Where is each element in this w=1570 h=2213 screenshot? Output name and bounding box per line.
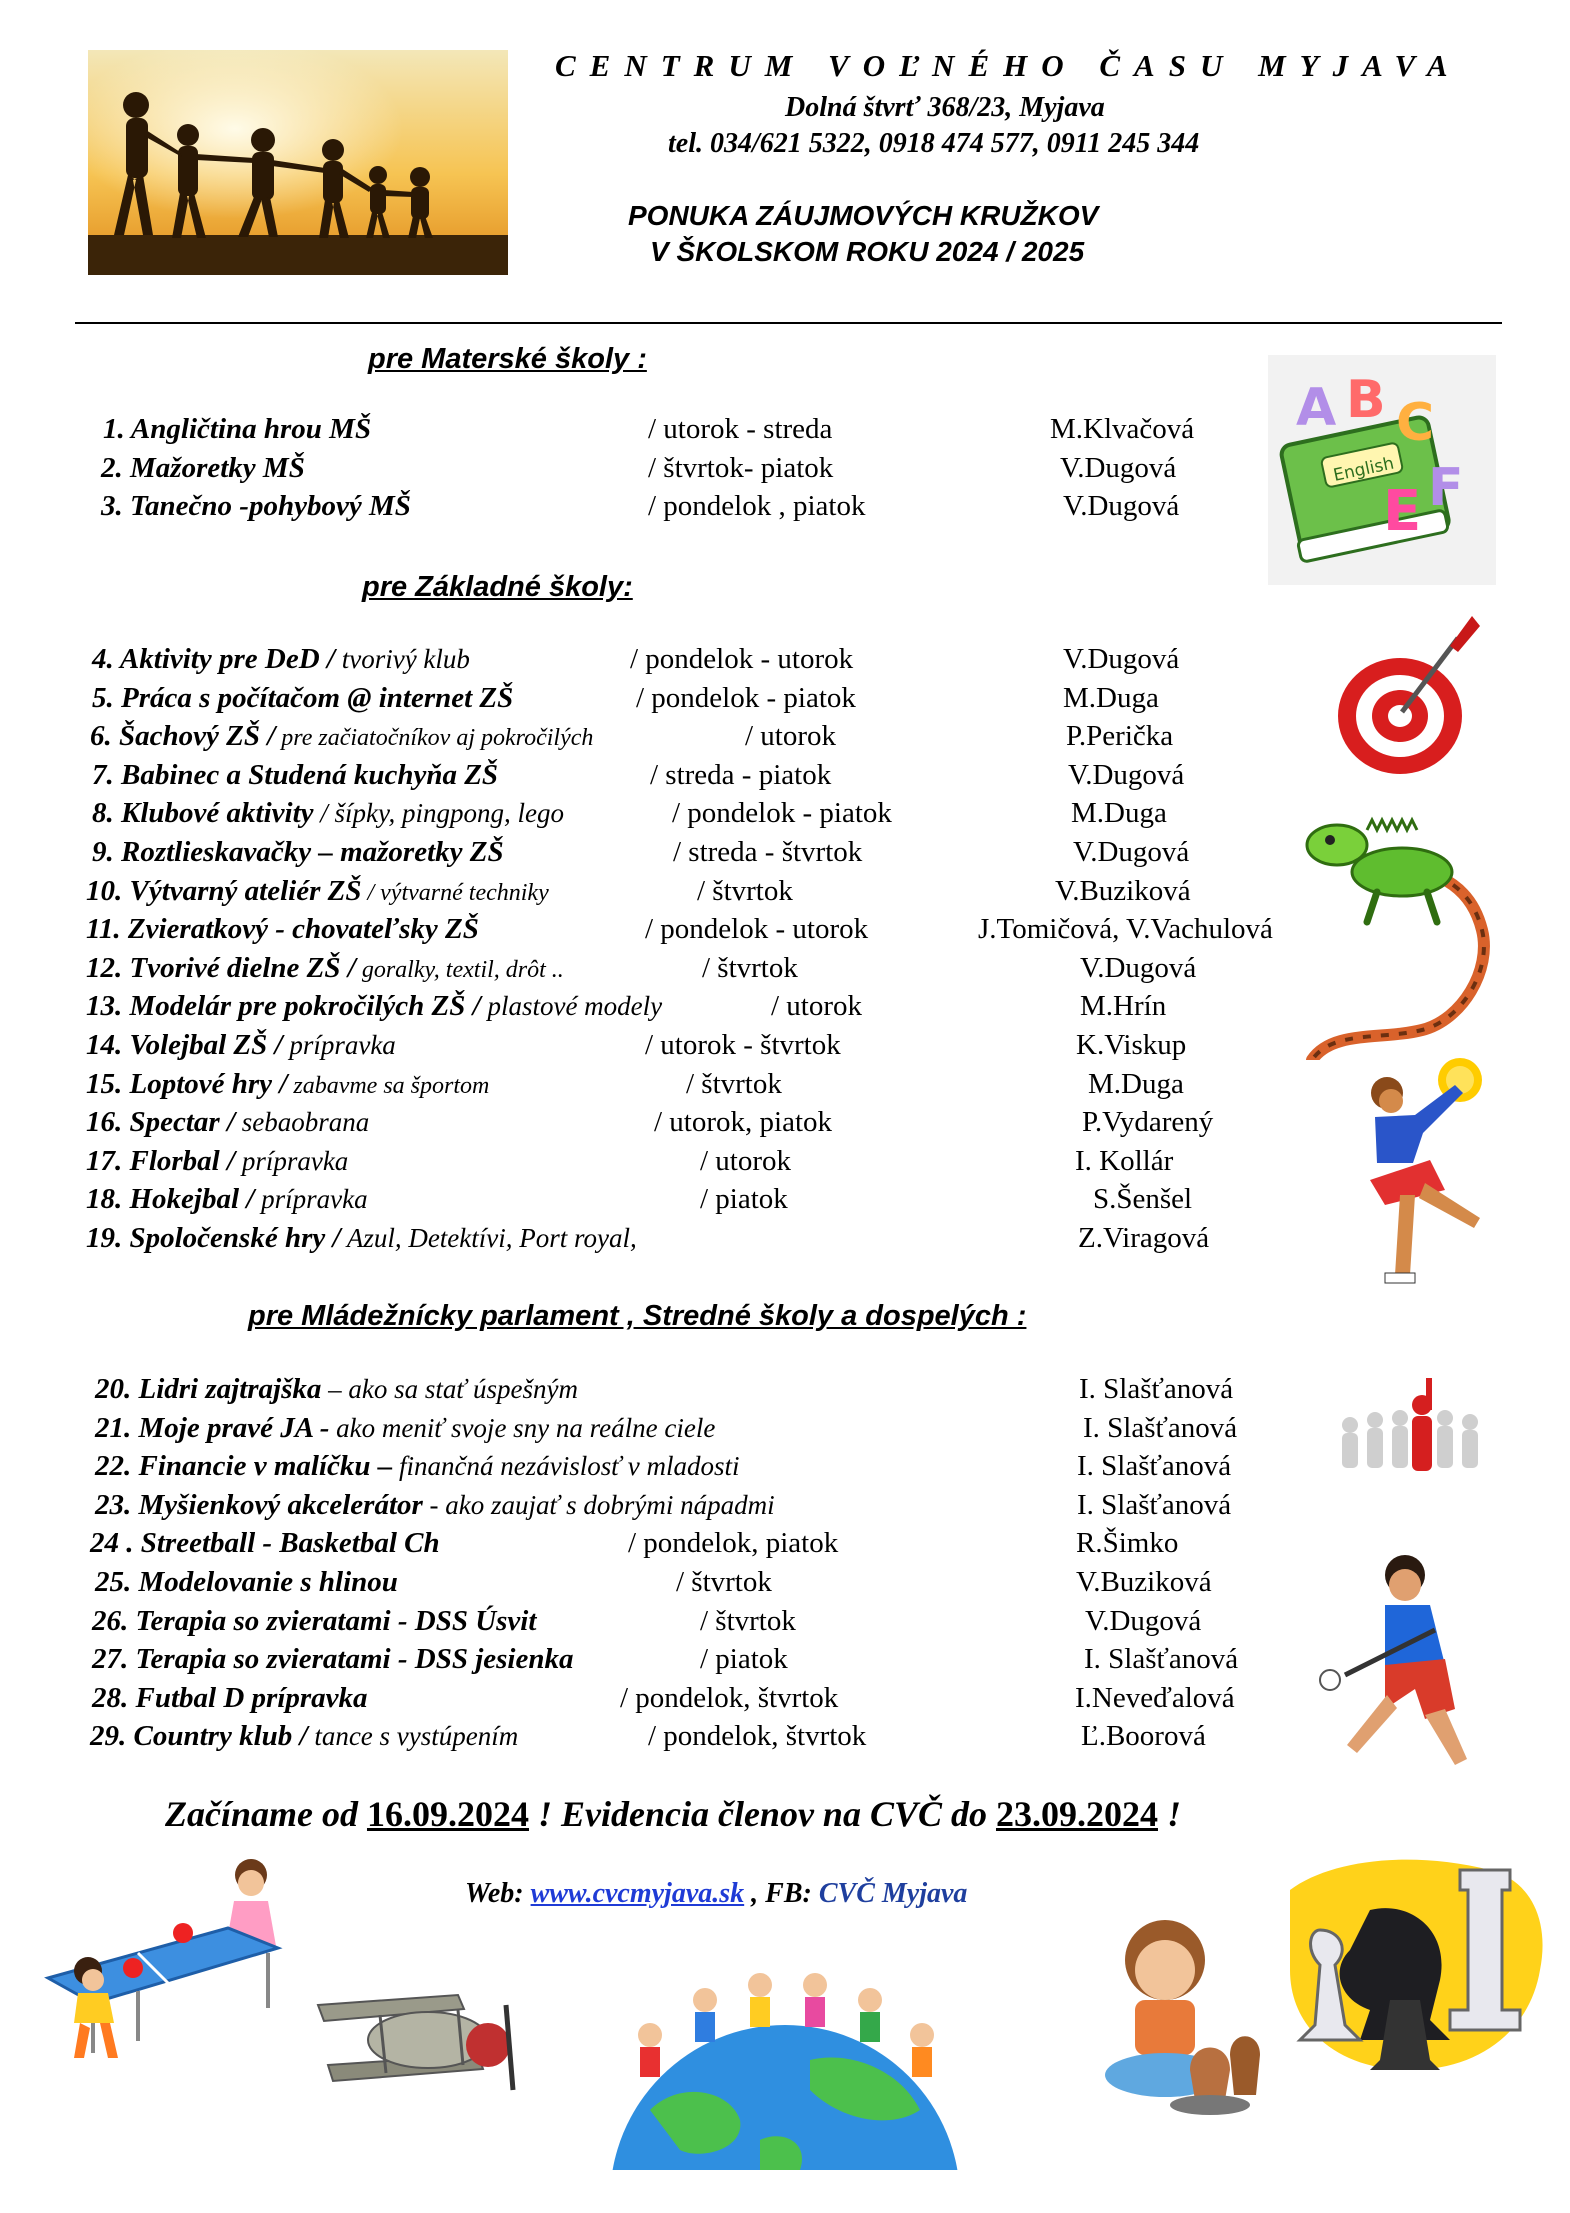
club-title: 25. Modelovanie s hlinou <box>95 1566 398 1598</box>
book-label-english: English <box>1331 453 1396 486</box>
club-name <box>95 1566 398 1599</box>
club-row <box>92 1682 1330 1720</box>
registration-deadline: 23.09.2024 <box>995 1794 1158 1834</box>
club-leader: J.Tomičová, V.Vachulová <box>978 913 1273 946</box>
club-days: / pondelok, piatok <box>628 1527 839 1560</box>
start-date: 16.09.2024 <box>366 1794 529 1834</box>
club-title: 27. Terapia so zvieratami - DSS jesienka <box>92 1643 574 1676</box>
club-title: 1. Angličtina hrou MŠ <box>103 413 372 445</box>
club-leader: I. Kollár <box>1075 1144 1174 1177</box>
airplane-model-icon <box>308 1965 538 2115</box>
club-leader: V.Dugová <box>1073 836 1190 868</box>
club-leader: M.Duga <box>1063 681 1159 714</box>
club-row <box>86 1068 1330 1106</box>
club-days: / streda - piatok <box>650 758 832 791</box>
club-leader: M.Hrín <box>1080 990 1167 1023</box>
club-days: / utorok <box>771 990 863 1023</box>
club-name <box>103 413 371 446</box>
club-name <box>101 490 411 523</box>
book-letter-a: A <box>1296 378 1337 438</box>
club-name <box>86 875 549 908</box>
club-title: 29. Country klub / <box>90 1720 308 1753</box>
club-title: 15. Loptové hry / <box>86 1067 288 1100</box>
club-days: / štvrtok- piatok <box>648 451 834 484</box>
leader-crowd-icon <box>1330 1370 1495 1480</box>
club-title: 21. Moje pravé JA - <box>95 1411 330 1444</box>
club-title: 4. Aktivity pre DeD / <box>92 643 335 675</box>
section-youth-adults: pre Mládežnícky parlament , Stredné školy a dospelých : <box>248 1300 1027 1332</box>
club-days: / štvrtok <box>676 1566 772 1598</box>
club-name <box>90 1720 518 1753</box>
offer-title: PONUKA ZÁUJMOVÝCH KRUŽKOV <box>628 200 1099 231</box>
club-leader: K.Viskup <box>1076 1029 1187 1061</box>
book-letter-b: B <box>1346 370 1386 430</box>
section-kindergartens: pre Materské školy : <box>368 343 647 375</box>
club-note: goralky, textil, drôt .. <box>355 956 564 983</box>
book-letter-e: E <box>1383 479 1422 544</box>
club-days: / pondelok - utorok <box>645 913 869 946</box>
club-leader: I. Slašťanová <box>1079 1373 1234 1405</box>
club-row <box>103 413 1330 451</box>
club-note: Azul, Detektívi, Port royal, <box>340 1223 637 1253</box>
club-row <box>95 1566 1330 1604</box>
club-title: 9. Roztlieskavačky – mažoretky ZŠ <box>92 836 504 868</box>
club-row <box>92 759 1330 797</box>
club-note: zabavme sa športom <box>287 1072 490 1099</box>
club-row <box>95 1412 1330 1450</box>
table-tennis-icon <box>38 1843 303 2068</box>
club-row <box>86 875 1330 913</box>
club-name <box>86 1068 489 1101</box>
club-leader: V.Dugová <box>1060 451 1177 484</box>
club-note: finančná nezávislosť v mladosti <box>392 1451 740 1482</box>
club-days: / pondelok , piatok <box>648 490 866 522</box>
club-row <box>92 797 1330 835</box>
club-leader: S.Šenšel <box>1093 1183 1193 1216</box>
club-days: / pondelok - piatok <box>636 681 856 714</box>
club-leader: I. Slašťanová <box>1084 1643 1239 1676</box>
club-leader: M.Duga <box>1088 1067 1184 1100</box>
club-leader: V.Dugová <box>1063 490 1180 522</box>
club-leader: I. Slašťanová <box>1077 1488 1232 1521</box>
club-leader: I. Slašťanová <box>1083 1411 1238 1444</box>
club-note: pre začiatočníkov aj pokročilých <box>275 725 594 752</box>
club-title: 22. Financie v malíčku – <box>95 1450 393 1483</box>
club-name <box>92 797 564 830</box>
club-leader: V.Dugová <box>1068 758 1185 791</box>
club-title: 11. Zvieratkový - chovateľsky ZŠ <box>86 913 479 946</box>
club-title: 6. Šachový ZŠ / <box>90 720 276 753</box>
club-days: / streda - štvrtok <box>673 836 863 868</box>
club-leader: V.Dugová <box>1063 643 1180 675</box>
club-row <box>86 990 1330 1028</box>
club-title: 5. Práca s počítačom @ internet ZŠ <box>92 681 514 714</box>
club-note: tvorivý klub <box>334 644 470 674</box>
club-note: sebaobrana <box>235 1107 370 1138</box>
club-days: / štvrtok <box>700 1604 796 1637</box>
club-row <box>95 1489 1330 1527</box>
club-name <box>92 682 513 715</box>
cheerleader-icon <box>1345 1055 1495 1310</box>
club-leader: P.Vydarený <box>1082 1106 1214 1139</box>
club-days: / utorok <box>700 1144 792 1177</box>
club-note: / výtvarné techniky <box>361 879 549 906</box>
book-letter-f: F <box>1428 458 1464 518</box>
club-note: prípravka <box>282 1030 396 1060</box>
club-name <box>90 720 593 753</box>
club-row <box>86 1183 1330 1221</box>
web-label: Web: <box>465 1878 531 1909</box>
club-row <box>101 490 1330 528</box>
club-row <box>92 836 1330 874</box>
club-row <box>101 452 1330 490</box>
club-title: 7. Babinec a Studená kuchyňa ZŠ <box>92 758 499 791</box>
chess-pieces-icon <box>1280 1850 1548 2090</box>
english-book-icon <box>1268 355 1496 585</box>
club-name <box>92 643 470 676</box>
club-title: 17. Florbal / <box>86 1144 236 1177</box>
club-row <box>92 1605 1330 1643</box>
club-row <box>92 682 1330 720</box>
club-name <box>86 1222 637 1255</box>
website-link[interactable]: www.cvcmyjava.sk <box>530 1878 745 1909</box>
club-name <box>95 1412 715 1445</box>
club-name <box>86 952 564 985</box>
club-title: 13. Modelár pre pokročilých ZŠ / <box>86 990 481 1023</box>
club-note: / šípky, pingpong, lego <box>313 798 564 829</box>
club-title: 26. Terapia so zvieratami - DSS Úsvit <box>92 1604 537 1637</box>
start-text-c: ! <box>1157 1794 1181 1834</box>
club-name <box>86 1183 368 1216</box>
club-name <box>95 1373 578 1406</box>
club-row <box>95 1450 1330 1488</box>
club-title: 3. Tanečno -pohybový MŠ <box>101 490 411 522</box>
club-days: / pondelok - utorok <box>630 643 854 675</box>
contact-web-line <box>465 1878 967 1910</box>
club-days: / utorok <box>745 720 837 753</box>
club-row <box>86 1145 1330 1183</box>
club-name <box>92 1643 573 1676</box>
club-row <box>86 913 1330 951</box>
club-note: tance s vystúpením <box>307 1721 519 1752</box>
club-name <box>86 1145 348 1178</box>
club-name <box>92 759 498 792</box>
club-title: 24 . Streetball - Basketbal Ch <box>90 1527 440 1560</box>
pottery-girl-icon <box>1080 1905 1280 2140</box>
club-leader: P.Perička <box>1066 720 1174 753</box>
start-text-b: ! Evidencia členov na CVČ do <box>528 1794 996 1834</box>
club-leader: R.Šimko <box>1076 1527 1179 1560</box>
club-row <box>86 1106 1330 1144</box>
facebook-name: CVČ Myjava <box>818 1878 968 1909</box>
club-days: / piatok <box>700 1183 788 1216</box>
club-days: / pondelok, štvrtok <box>620 1681 839 1714</box>
club-row <box>90 720 1330 758</box>
fb-label: , FB: <box>744 1878 819 1909</box>
center-phones: tel. 034/621 5322, 0918 474 577, 0911 245 344 <box>668 128 1200 159</box>
offer-year: V ŠKOLSKOM ROKU 2024 / 2025 <box>650 236 1085 267</box>
club-leader: I.Neveďalová <box>1075 1681 1235 1714</box>
center-title: CENTRUM VOĽNÉHO ČASU MYJAVA <box>555 48 1462 83</box>
club-name <box>86 1106 369 1139</box>
club-days: / pondelok - piatok <box>672 797 892 830</box>
club-name <box>92 1682 368 1715</box>
club-days: / utorok - streda <box>648 413 833 445</box>
club-title: 12. Tvorivé dielne ZŠ / <box>86 951 356 984</box>
club-row <box>86 952 1330 990</box>
club-name <box>86 990 662 1023</box>
club-days: / štvrtok <box>697 874 793 907</box>
club-leader: M.Duga <box>1071 797 1167 830</box>
club-title: 10. Výtvarný ateliér ZŠ <box>86 874 362 907</box>
club-name <box>86 1029 396 1062</box>
club-name <box>90 1527 440 1560</box>
center-address: Dolná štvrť 368/23, Myjava <box>785 92 1105 123</box>
club-days: / štvrtok <box>702 951 798 984</box>
iguana-icon <box>1282 800 1502 1060</box>
club-name <box>101 452 305 485</box>
club-row <box>90 1720 1330 1758</box>
club-row <box>86 1029 1330 1067</box>
club-leader: V.Dugová <box>1080 951 1197 984</box>
club-days: / štvrtok <box>686 1067 782 1100</box>
club-name <box>92 836 504 869</box>
children-sunset-image <box>88 50 508 275</box>
club-title: 28. Futbal D prípravka <box>92 1681 368 1714</box>
club-leader: I. Slašťanová <box>1077 1450 1232 1483</box>
section-elementary-schools: pre Základné školy: <box>362 571 633 603</box>
club-title: 8. Klubové aktivity <box>92 797 314 830</box>
club-title: 16. Spectar / <box>86 1106 236 1139</box>
club-days: / utorok - štvrtok <box>645 1029 841 1061</box>
header-divider <box>75 322 1502 324</box>
club-leader: Ľ.Boorová <box>1081 1720 1206 1753</box>
start-dates-line <box>165 1793 1181 1835</box>
club-note: plastové modely <box>480 991 663 1022</box>
club-note: ako meniť svoje sny na reálne ciele <box>329 1412 716 1443</box>
club-row <box>90 1527 1330 1565</box>
club-title: 2. Mažoretky MŠ <box>101 451 305 484</box>
club-leader: V.Buziková <box>1076 1566 1212 1598</box>
club-leader: Z.Viragová <box>1078 1222 1210 1254</box>
club-days: / pondelok, štvrtok <box>648 1720 867 1753</box>
club-name <box>95 1450 740 1483</box>
dart-target-icon <box>1330 608 1490 788</box>
club-leader: M.Klvačová <box>1050 413 1195 445</box>
children-around-globe-icon <box>610 1940 960 2170</box>
club-title: 14. Volejbal ZŠ / <box>86 1029 283 1061</box>
club-leader: V.Dugová <box>1085 1604 1202 1637</box>
club-row <box>86 1222 1330 1260</box>
club-title: 20. Lidri zajtrajška <box>95 1373 322 1405</box>
club-note: – ako sa stať úspešným <box>321 1374 578 1404</box>
club-title: 19. Spoločenské hry / <box>86 1222 341 1254</box>
club-name <box>86 913 479 946</box>
club-row <box>92 643 1330 681</box>
club-name <box>92 1605 536 1638</box>
club-days: / piatok <box>700 1643 788 1676</box>
club-row <box>95 1373 1330 1411</box>
club-leader: V.Buziková <box>1055 874 1191 907</box>
club-name <box>95 1489 775 1522</box>
club-title: 23. Myšienkový akcelerátor <box>95 1488 423 1521</box>
club-title: 18. Hokejbal / <box>86 1183 255 1216</box>
club-days: / utorok, piatok <box>654 1106 833 1139</box>
start-text-a: Začíname od <box>165 1794 367 1834</box>
club-note: - ako zaujať s dobrými nápadmi <box>422 1489 775 1520</box>
club-note: prípravka <box>235 1145 349 1176</box>
club-note: prípravka <box>254 1184 368 1215</box>
floorball-player-icon <box>1305 1545 1505 1790</box>
club-row <box>92 1643 1330 1681</box>
book-letter-c: C <box>1396 393 1435 453</box>
